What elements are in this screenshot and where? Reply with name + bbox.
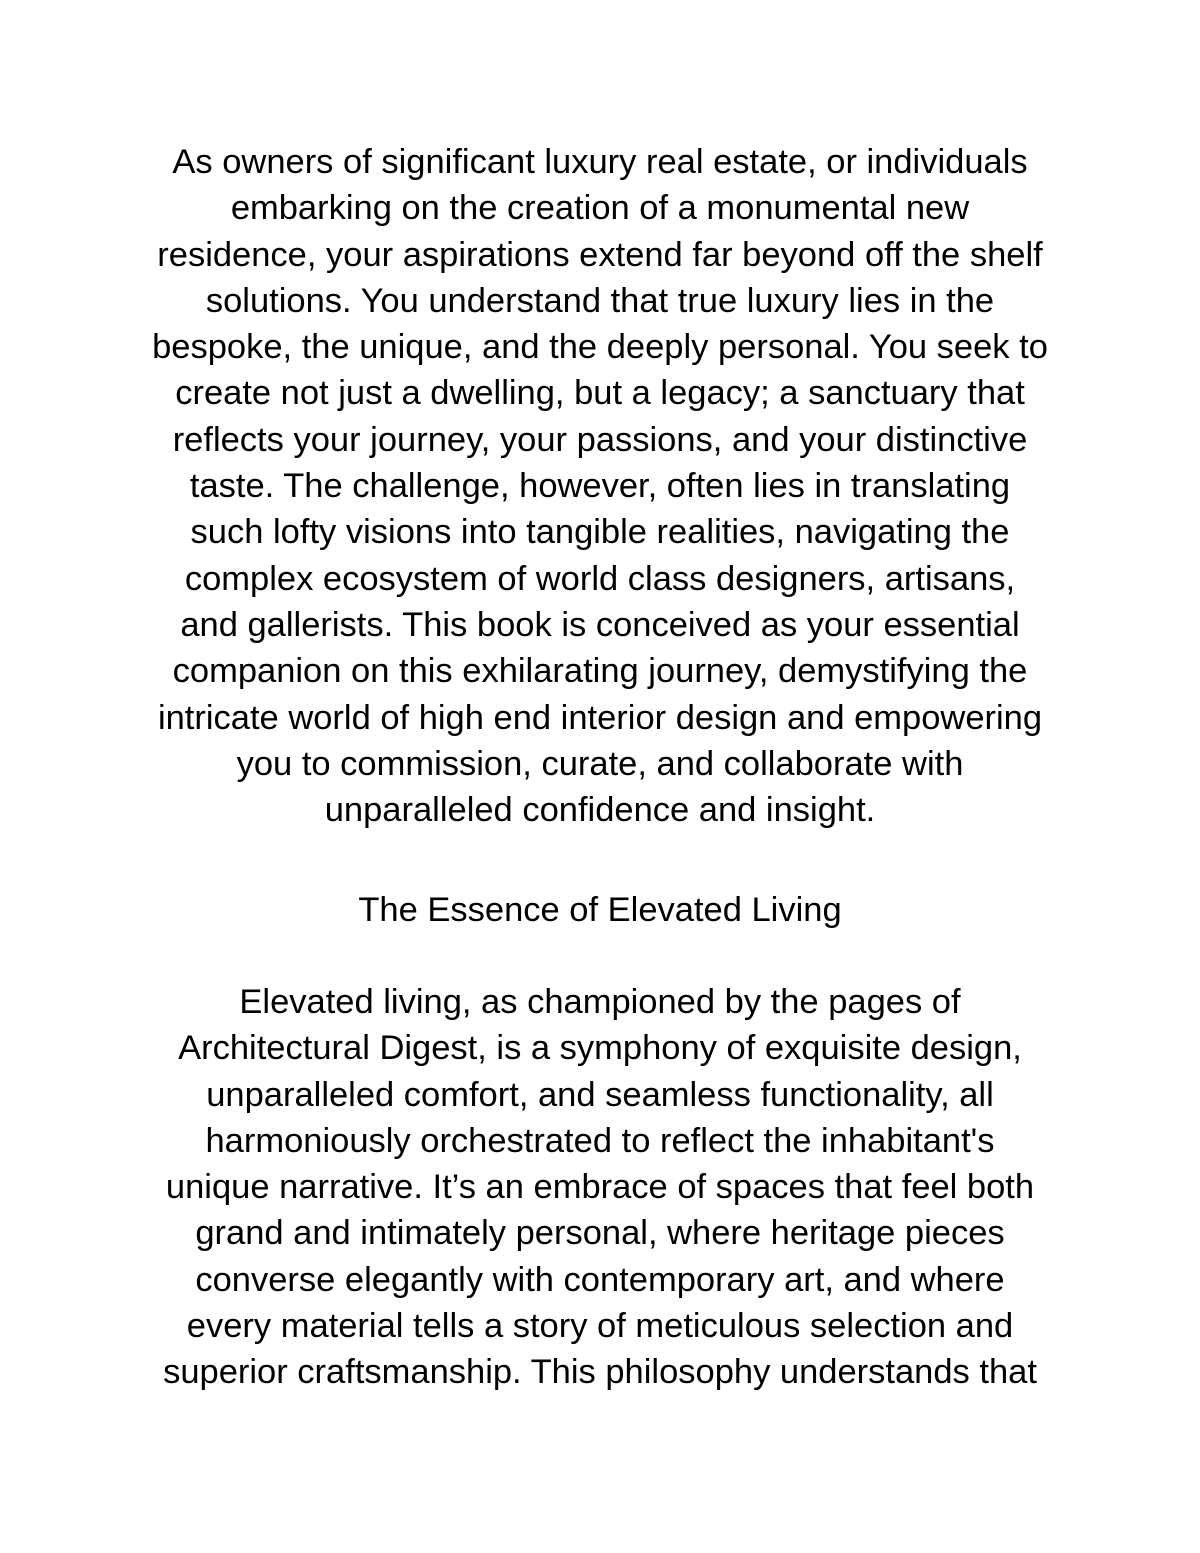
paragraph-line: harmoniously orchestrated to reflect the inhabitant's (205, 1121, 995, 1160)
paragraph-line: unparalleled confidence and insight. (324, 791, 876, 830)
paragraph-line: intricate world of high end interior design and empowering (157, 698, 1043, 737)
paragraph-line: converse elegantly with contemporary art, and where (195, 1260, 1005, 1299)
paragraph-line: and gallerists. This book is conceived as your essential (180, 605, 1020, 644)
paragraph-line: residence, your aspirations extend far beyond off the shelf (157, 235, 1043, 274)
paragraph-line: every material tells a story of meticulous selection and (186, 1307, 1014, 1346)
section-heading-text: The Essence of Elevated Living (358, 891, 842, 929)
paragraph-line: embarking on the creation of a monumental new (230, 189, 970, 228)
paragraph-line: Elevated living, as championed by the pages of (239, 983, 961, 1021)
paragraph-line: unique narrative. It’s an embrace of spaces that feel both (165, 1168, 1035, 1207)
paragraph-line: companion on this exhilarating journey, demystifying the (172, 652, 1028, 691)
paragraph-line: complex ecosystem of world class designers, artisans, (184, 559, 1016, 598)
section-heading (100, 887, 1100, 933)
paragraph-line: unparalleled comfort, and seamless functionality, all (206, 1075, 994, 1114)
paragraph-line: Architectural Digest, is a symphony of exquisite design, (178, 1029, 1022, 1068)
paragraph-line: such lofty visions into tangible realities, navigating the (190, 513, 1010, 552)
paragraph-line: solutions. You understand that true luxury lies in the (205, 281, 995, 320)
paragraph-line: create not just a dwelling, but a legacy; a sanctuary that (175, 374, 1025, 413)
paragraph-line: you to commission, curate, and collaborate with (236, 744, 964, 783)
section-paragraph (100, 979, 1100, 1396)
paragraph-line: grand and intimately personal, where heritage pieces (195, 1214, 1005, 1253)
paragraph-line: reflects your journey, your passions, and your distinctive (172, 420, 1028, 459)
intro-paragraph (100, 139, 1100, 833)
paragraph-line: As owners of significant luxury real estate, or individuals (172, 143, 1028, 181)
paragraph-line: taste. The challenge, however, often lies in translating (189, 467, 1011, 506)
paragraph-line: superior craftsmanship. This philosophy understands that (163, 1353, 1037, 1392)
paragraph-line: bespoke, the unique, and the deeply personal. You seek to (152, 328, 1048, 367)
